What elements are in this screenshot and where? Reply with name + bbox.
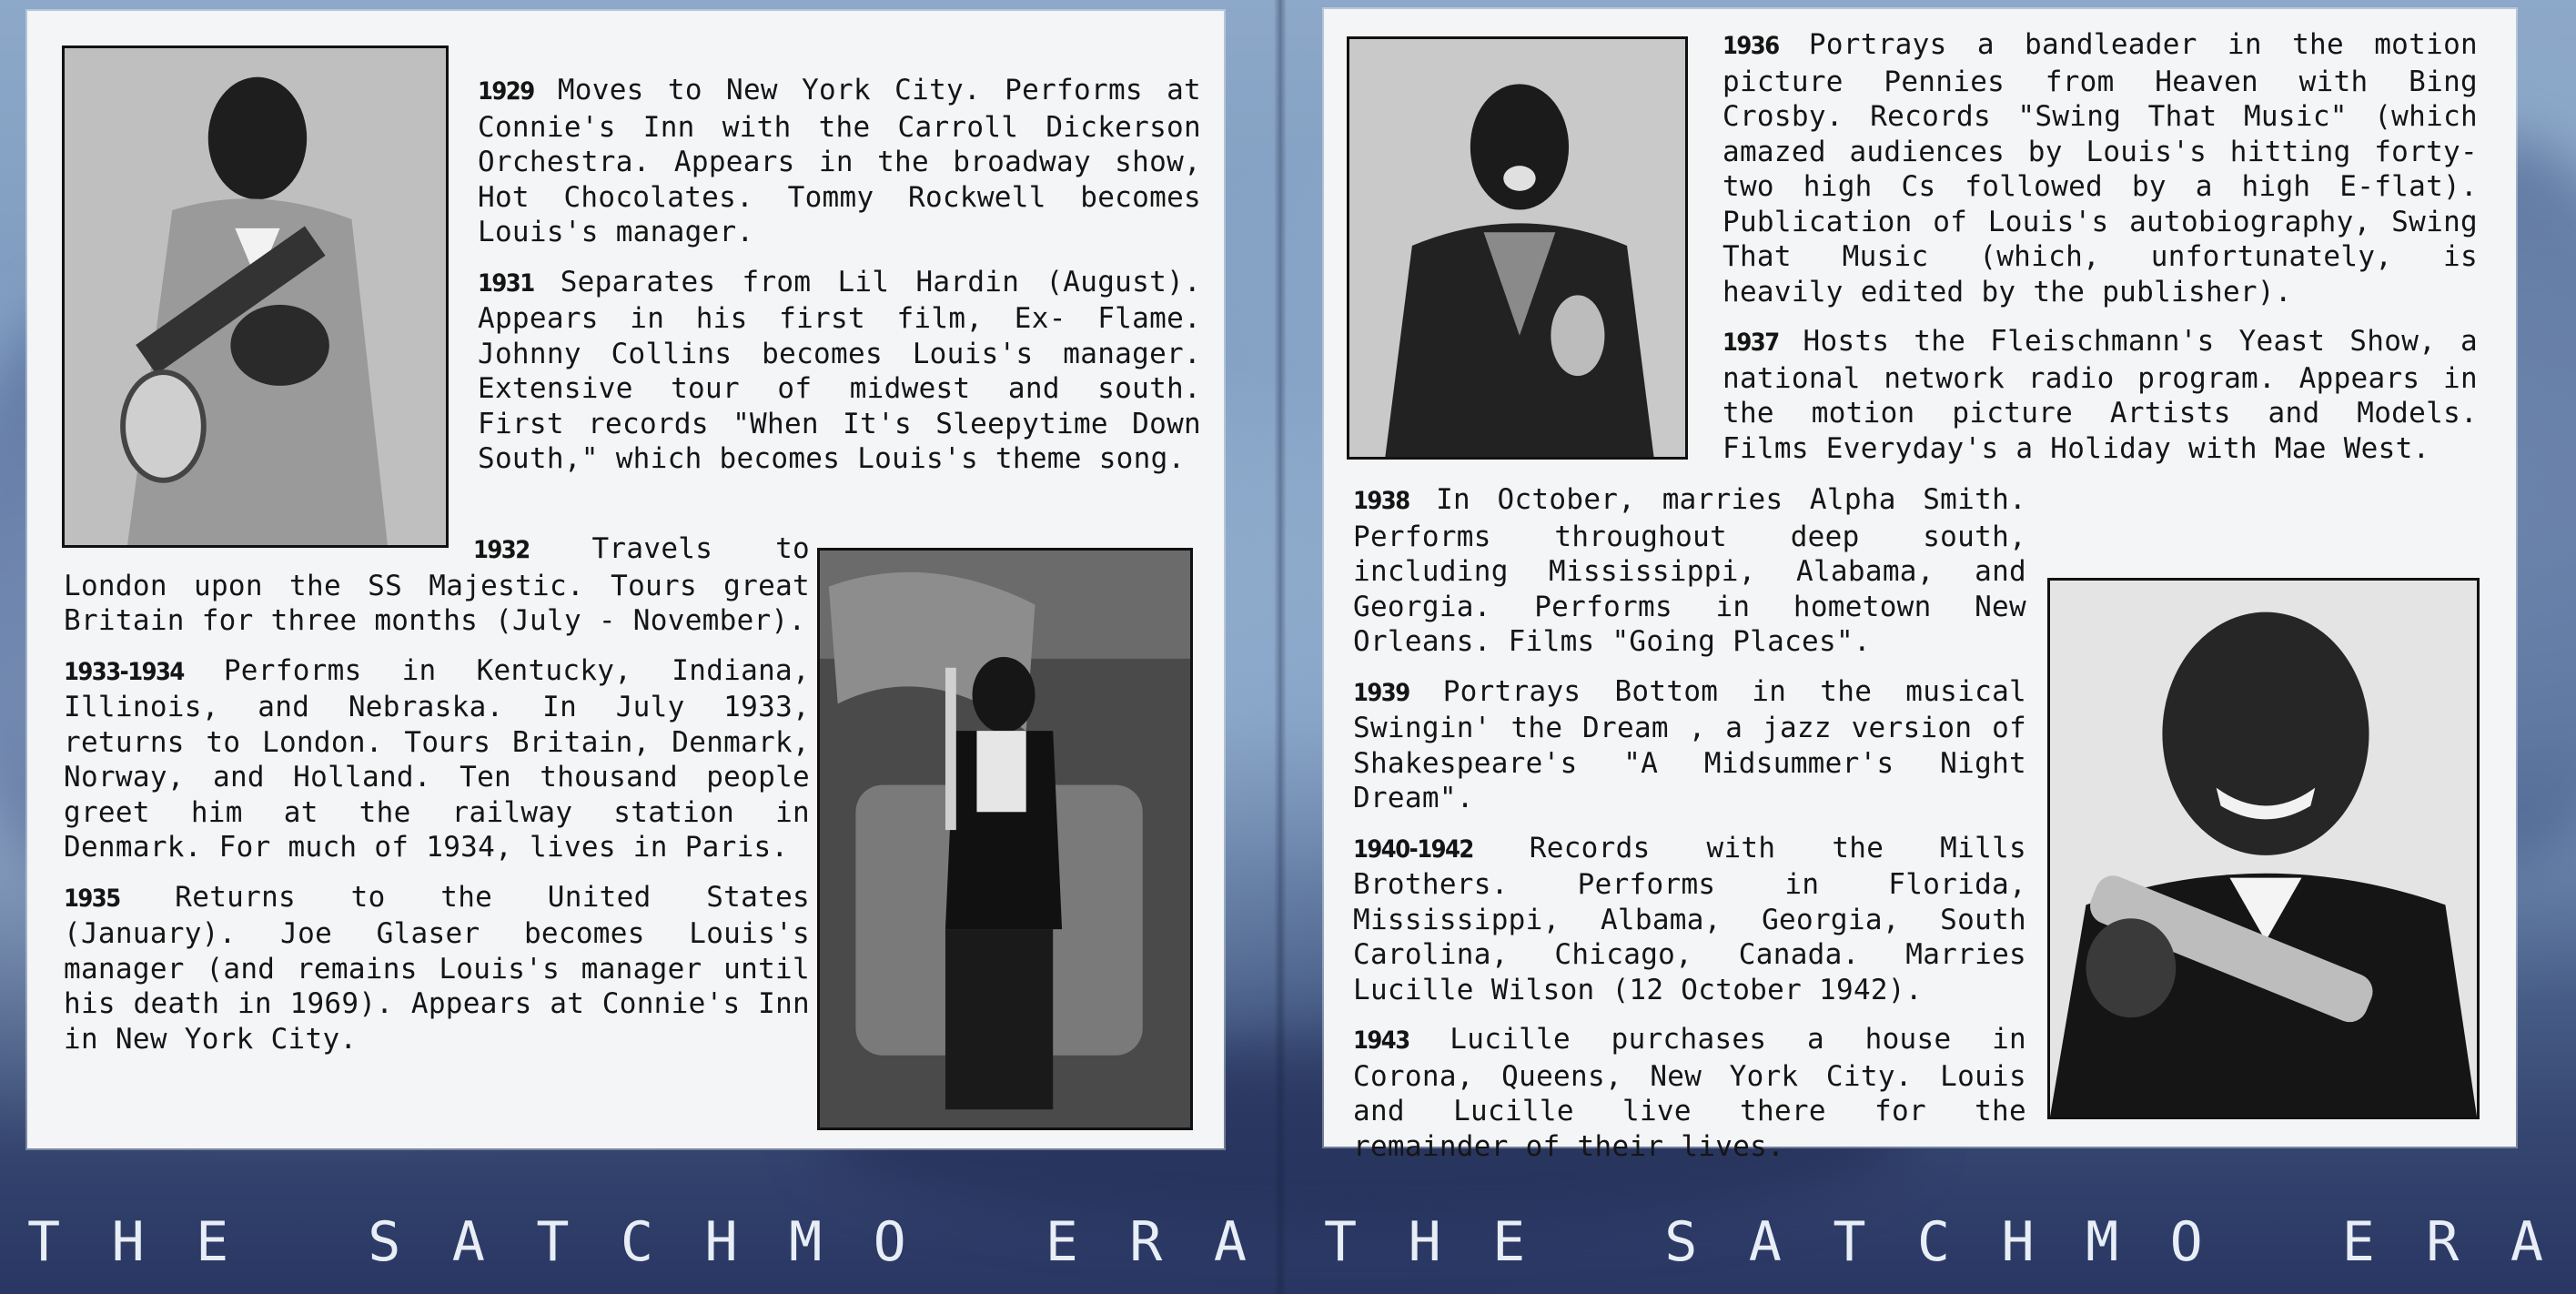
banner-letter: H [1408, 1210, 1441, 1274]
entry-text: Portrays Bottom in the musical Swingin' the Dream , a jazz version of Shakespeare's "A Midsummer's Night Dream". [1353, 674, 2026, 814]
timeline-lower-left-column [64, 531, 810, 1071]
entry-text: Separates from Lil Hardin (August). Appears in his first film, Ex- Flame. Johnny Collins becomes Louis's manager. Extensive tour of midwest and south. First records "When It's Sleepytime Down South," which becomes Louis's theme song. [478, 265, 1201, 475]
entry-year: 1936 [1722, 32, 1779, 60]
banner-letter: A [451, 1210, 485, 1274]
banner-title-right [1324, 1206, 2543, 1279]
entry-year: 1931 [478, 268, 534, 298]
banner-letter: O [873, 1210, 906, 1274]
left-page [27, 11, 1224, 1148]
entry-text: Records with the Mills Brothers. Performs in Florida, Mississippi, Albama, Georgia, South Carolina, Chicago, Canada. Marries Lucille Wilson (12 October 1942). [1353, 831, 2027, 1006]
entry-text: Lucille purchases a house in Corona, Queens, New York City. Louis and Lucille live there for the remainder of their lives. [1353, 1023, 2026, 1163]
banner-letter: T [536, 1210, 570, 1274]
entry-year: 1929 [478, 77, 534, 106]
entry-year: 1937 [1722, 329, 1779, 357]
timeline-entry-1937 [1722, 324, 2478, 466]
entry-text: Performs in Kentucky, Indiana, Illinois, and Nebraska. In July 1933, returns to London. Tours Britain, Denmark, Norway, and Holland. Ten thousand people greet him at the railway station in Denmark. For much of 1934, lives in Paris. [64, 653, 810, 864]
banner-letter: S [1664, 1210, 1698, 1274]
timeline-top-right-column [1722, 27, 2478, 466]
banner-letter: T [1324, 1210, 1358, 1274]
timeline-lower-column [1353, 482, 2481, 1178]
right-page [1324, 9, 2516, 1163]
entry-text: Hosts the Fleischmann's Yeast Show, a national network radio program. Appears in the motion picture Artists and Models. Films Everyday's a Holiday with Mae West. [1722, 325, 2479, 465]
banner-letter: A [1748, 1210, 1782, 1274]
entry-year: 1935 [64, 884, 120, 913]
banner-letter: O [2169, 1210, 2203, 1274]
banner-letter: T [27, 1210, 61, 1274]
photo-singing-portrait [1347, 36, 1688, 460]
photo-wrap-space [2026, 482, 2481, 1119]
banner-letter: S [368, 1210, 401, 1274]
entry-text: In October, marries Alpha Smith. Performs throughout deep south, including Mississippi, Alabama, and Georgia. Performs in hometown New Orleans. Films "Going Places". [1353, 483, 2026, 658]
entry-year: 1939 [1353, 678, 1409, 707]
timeline-entry-1931 [478, 265, 1201, 477]
photo-seated-with-trumpet [817, 548, 1193, 1130]
entry-year: 1943 [1353, 1026, 1409, 1055]
banner-letter: M [789, 1210, 823, 1274]
banner-letter: C [620, 1210, 654, 1274]
entry-year: 1940-1942 [1353, 834, 1473, 864]
entry-year: 1933-1934 [64, 657, 184, 686]
banner-letter: M [2086, 1210, 2119, 1274]
banner-letter: A [1213, 1210, 1247, 1274]
banner-letter: E [2341, 1210, 2375, 1274]
banner-letter: E [1492, 1210, 1526, 1274]
entry-text: Portrays a bandleader in the motion picture Pennies from Heaven with Bing Crosby. Records "Swing That Music" (which amazed audiences by Louis's hitting forty-two high Cs followed by a high E-flat). Publication of Louis's autobiography, Swing That Music (which, unfortunately, is heavily edited by the publisher). [1722, 28, 2478, 308]
banner-letter: H [704, 1210, 738, 1274]
banner-letter: R [2426, 1210, 2460, 1274]
entry-year: 1938 [1353, 487, 1409, 515]
entry-year: 1932 [473, 536, 530, 564]
entry-text: Moves to New York City. Performs at Connie's Inn with the Carroll Dickerson Orchestra. Appears in the broadway show, Hot Chocolates. Tommy Rockwell becomes Louis's manager. [478, 74, 1201, 248]
banner-letter: E [196, 1210, 229, 1274]
photo-trumpet-smiling [62, 45, 449, 548]
timeline-entry-1935 [64, 880, 810, 1057]
timeline-entry-1929 [478, 73, 1201, 250]
banner-title-left [27, 1206, 1247, 1279]
entry-text: Returns to the United States (January). Joe Glaser becomes Louis's manager (and remains Louis's manager until his death in 1969). Appears at Connie's Inn in New York City. [64, 880, 810, 1056]
banner-letter: E [1045, 1210, 1078, 1274]
banner-letter: H [111, 1210, 145, 1274]
spine-gutter [1274, 0, 1287, 1294]
timeline-top-right-column [478, 73, 1201, 477]
banner-letter: H [2001, 1210, 2035, 1274]
timeline-entry-1936 [1722, 27, 2478, 309]
banner-letter: C [1916, 1210, 1951, 1274]
timeline-entry-1933-1934 [64, 653, 810, 865]
entry-text: Travels to London upon the SS Majestic. Tours great Britain for three months (July - November). [64, 532, 810, 637]
banner-letter: R [1129, 1210, 1163, 1274]
banner-letter: A [2510, 1210, 2543, 1274]
banner-letter: T [1833, 1210, 1866, 1274]
timeline-entry-1932 [64, 531, 810, 639]
